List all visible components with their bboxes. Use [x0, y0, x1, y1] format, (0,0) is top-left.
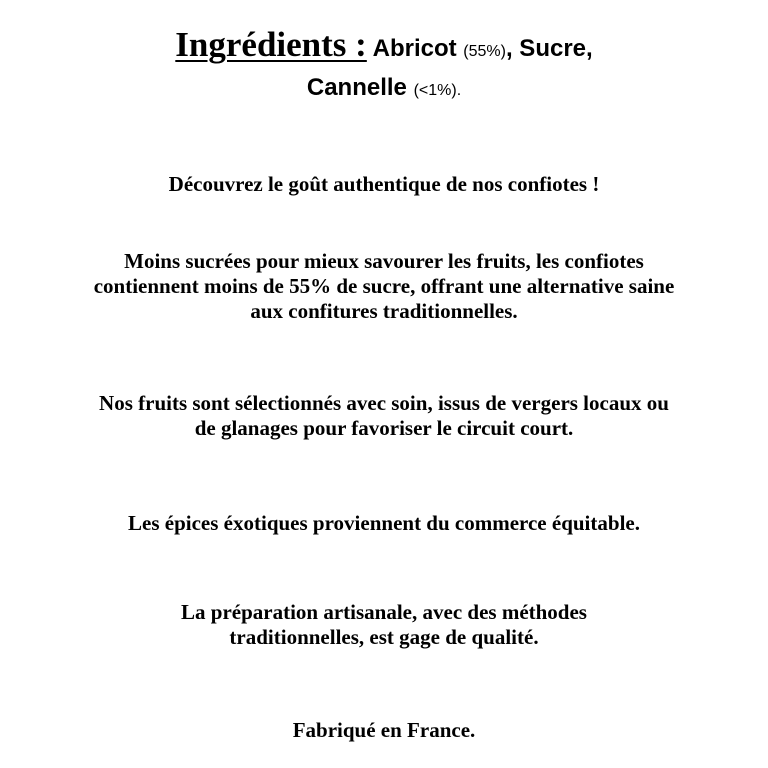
paragraph-line: Les épices éxotiques proviennent du commerce équitable.	[128, 511, 640, 535]
paragraph-fruits	[0, 391, 768, 441]
paragraph-preparation	[0, 600, 768, 650]
paragraph-line: traditionnelles, est gage de qualité.	[229, 625, 539, 649]
paragraph-line: La préparation artisanale, avec des méthodes	[181, 600, 587, 624]
ingredients-line-2	[0, 73, 768, 106]
paragraph-sugar	[0, 249, 768, 324]
ingredients-heading: Ingrédients :	[175, 25, 367, 64]
ingredient-cannelle-percent: (<1%).	[413, 82, 462, 99]
ingredient-cannelle: Cannelle	[306, 74, 407, 101]
paragraph-line: contiennent moins de 55% de sucre, offrant une alternative saine	[93, 274, 675, 298]
paragraph-line: Nos fruits sont sélectionnés avec soin, issus de vergers locaux ou	[99, 391, 669, 415]
paragraph-line: aux confitures traditionnelles.	[250, 299, 518, 323]
ingredient-abricot: Abricot	[372, 35, 457, 62]
paragraph-spices	[0, 511, 768, 536]
ingredients-line-1	[0, 24, 768, 73]
paragraph-line: Moins sucrées pour mieux savourer les fruits, les confiotes	[124, 249, 644, 273]
ingredient-sucre: , Sucre,	[505, 35, 593, 62]
made-in-france: Fabriqué en France.	[292, 718, 476, 742]
paragraph-line: de glanages pour favoriser le circuit court.	[194, 416, 574, 440]
tagline: Découvrez le goût authentique de nos confiotes !	[168, 172, 600, 196]
ingredient-abricot-percent: (55%)	[463, 43, 506, 60]
